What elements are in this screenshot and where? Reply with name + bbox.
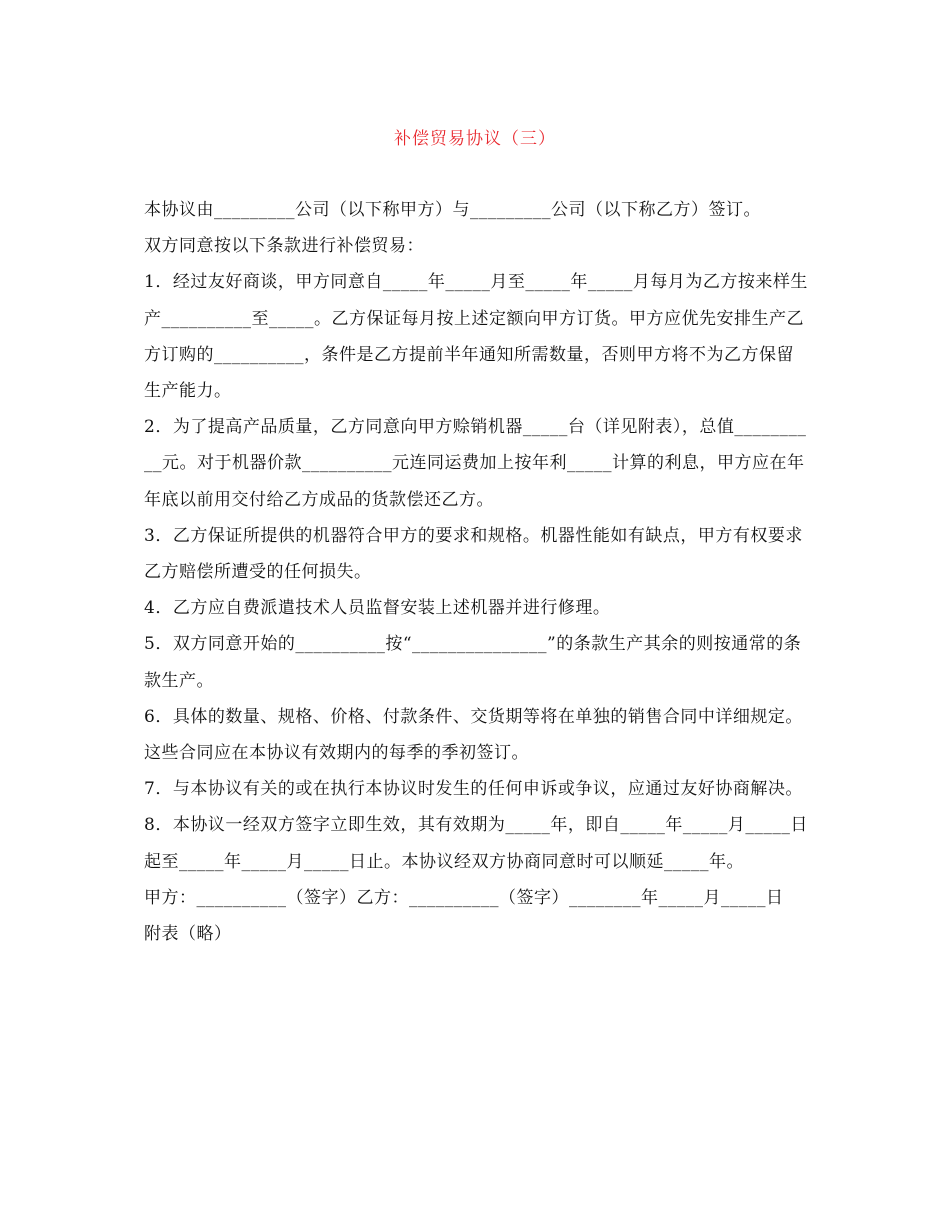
clause-2-paragraph: 2．为了提高产品质量，乙方同意向甲方赊销机器_____台（详见附表），总值__________元。对于机器价款__________元连同运费加上按年利_____计算的利息，甲方应在年年底以前用交付给乙方成品的货款偿还乙方。 bbox=[144, 417, 807, 510]
document-title: 补偿贸易协议（三） bbox=[394, 129, 556, 149]
appendix-note: 附表（略） bbox=[144, 924, 232, 945]
terms-intro-paragraph: 双方同意按以下条款进行补偿贸易： bbox=[144, 236, 424, 257]
clause-7-paragraph: 7．与本协议有关的或在执行本协议时发生的任何申诉或争议，应通过友好协商解决。 bbox=[144, 779, 803, 800]
clause-1-paragraph: 1．经过友好商谈，甲方同意自_____年_____月至_____年_____月每月为乙方按来样生产__________至_____。乙方保证每月按上述定额向甲方订货。甲方应优先安排生产乙方订购的__________，条件是乙方提前半年通知所需数量，否则甲方将不为乙方保留生产能力。 bbox=[144, 272, 808, 402]
clause-3-paragraph: 3．乙方保证所提供的机器符合甲方的要求和规格。机器性能如有缺点，甲方有权要求乙方赔偿所遭受的任何损失。 bbox=[144, 525, 803, 583]
signature-line: 甲方：__________（签字）乙方：__________（签字）________年_____月_____日 bbox=[144, 887, 784, 908]
clause-6-paragraph: 6．具体的数量、规格、价格、付款条件、交货期等将在单独的销售合同中详细规定。这些合同应在本协议有效期内的每季的季初签订。 bbox=[144, 706, 803, 764]
clause-8-paragraph: 8．本协议一经双方签字立即生效，其有效期为_____年，即自_____年_____月_____日起至_____年_____月_____日止。本协议经双方协商同意时可以顺延_____年。 bbox=[144, 815, 808, 872]
intro-paragraph: 本协议由_________公司（以下称甲方）与_________公司（以下称乙方）签订。 bbox=[144, 200, 761, 220]
clause-5-paragraph: 5．双方同意开始的__________按“_______________”的条款生产其余的则按通常的条款生产。 bbox=[144, 634, 802, 691]
document-body bbox=[144, 192, 809, 952]
clause-4-paragraph: 4．乙方应自费派遣技术人员监督安装上述机器并进行修理。 bbox=[144, 598, 611, 619]
